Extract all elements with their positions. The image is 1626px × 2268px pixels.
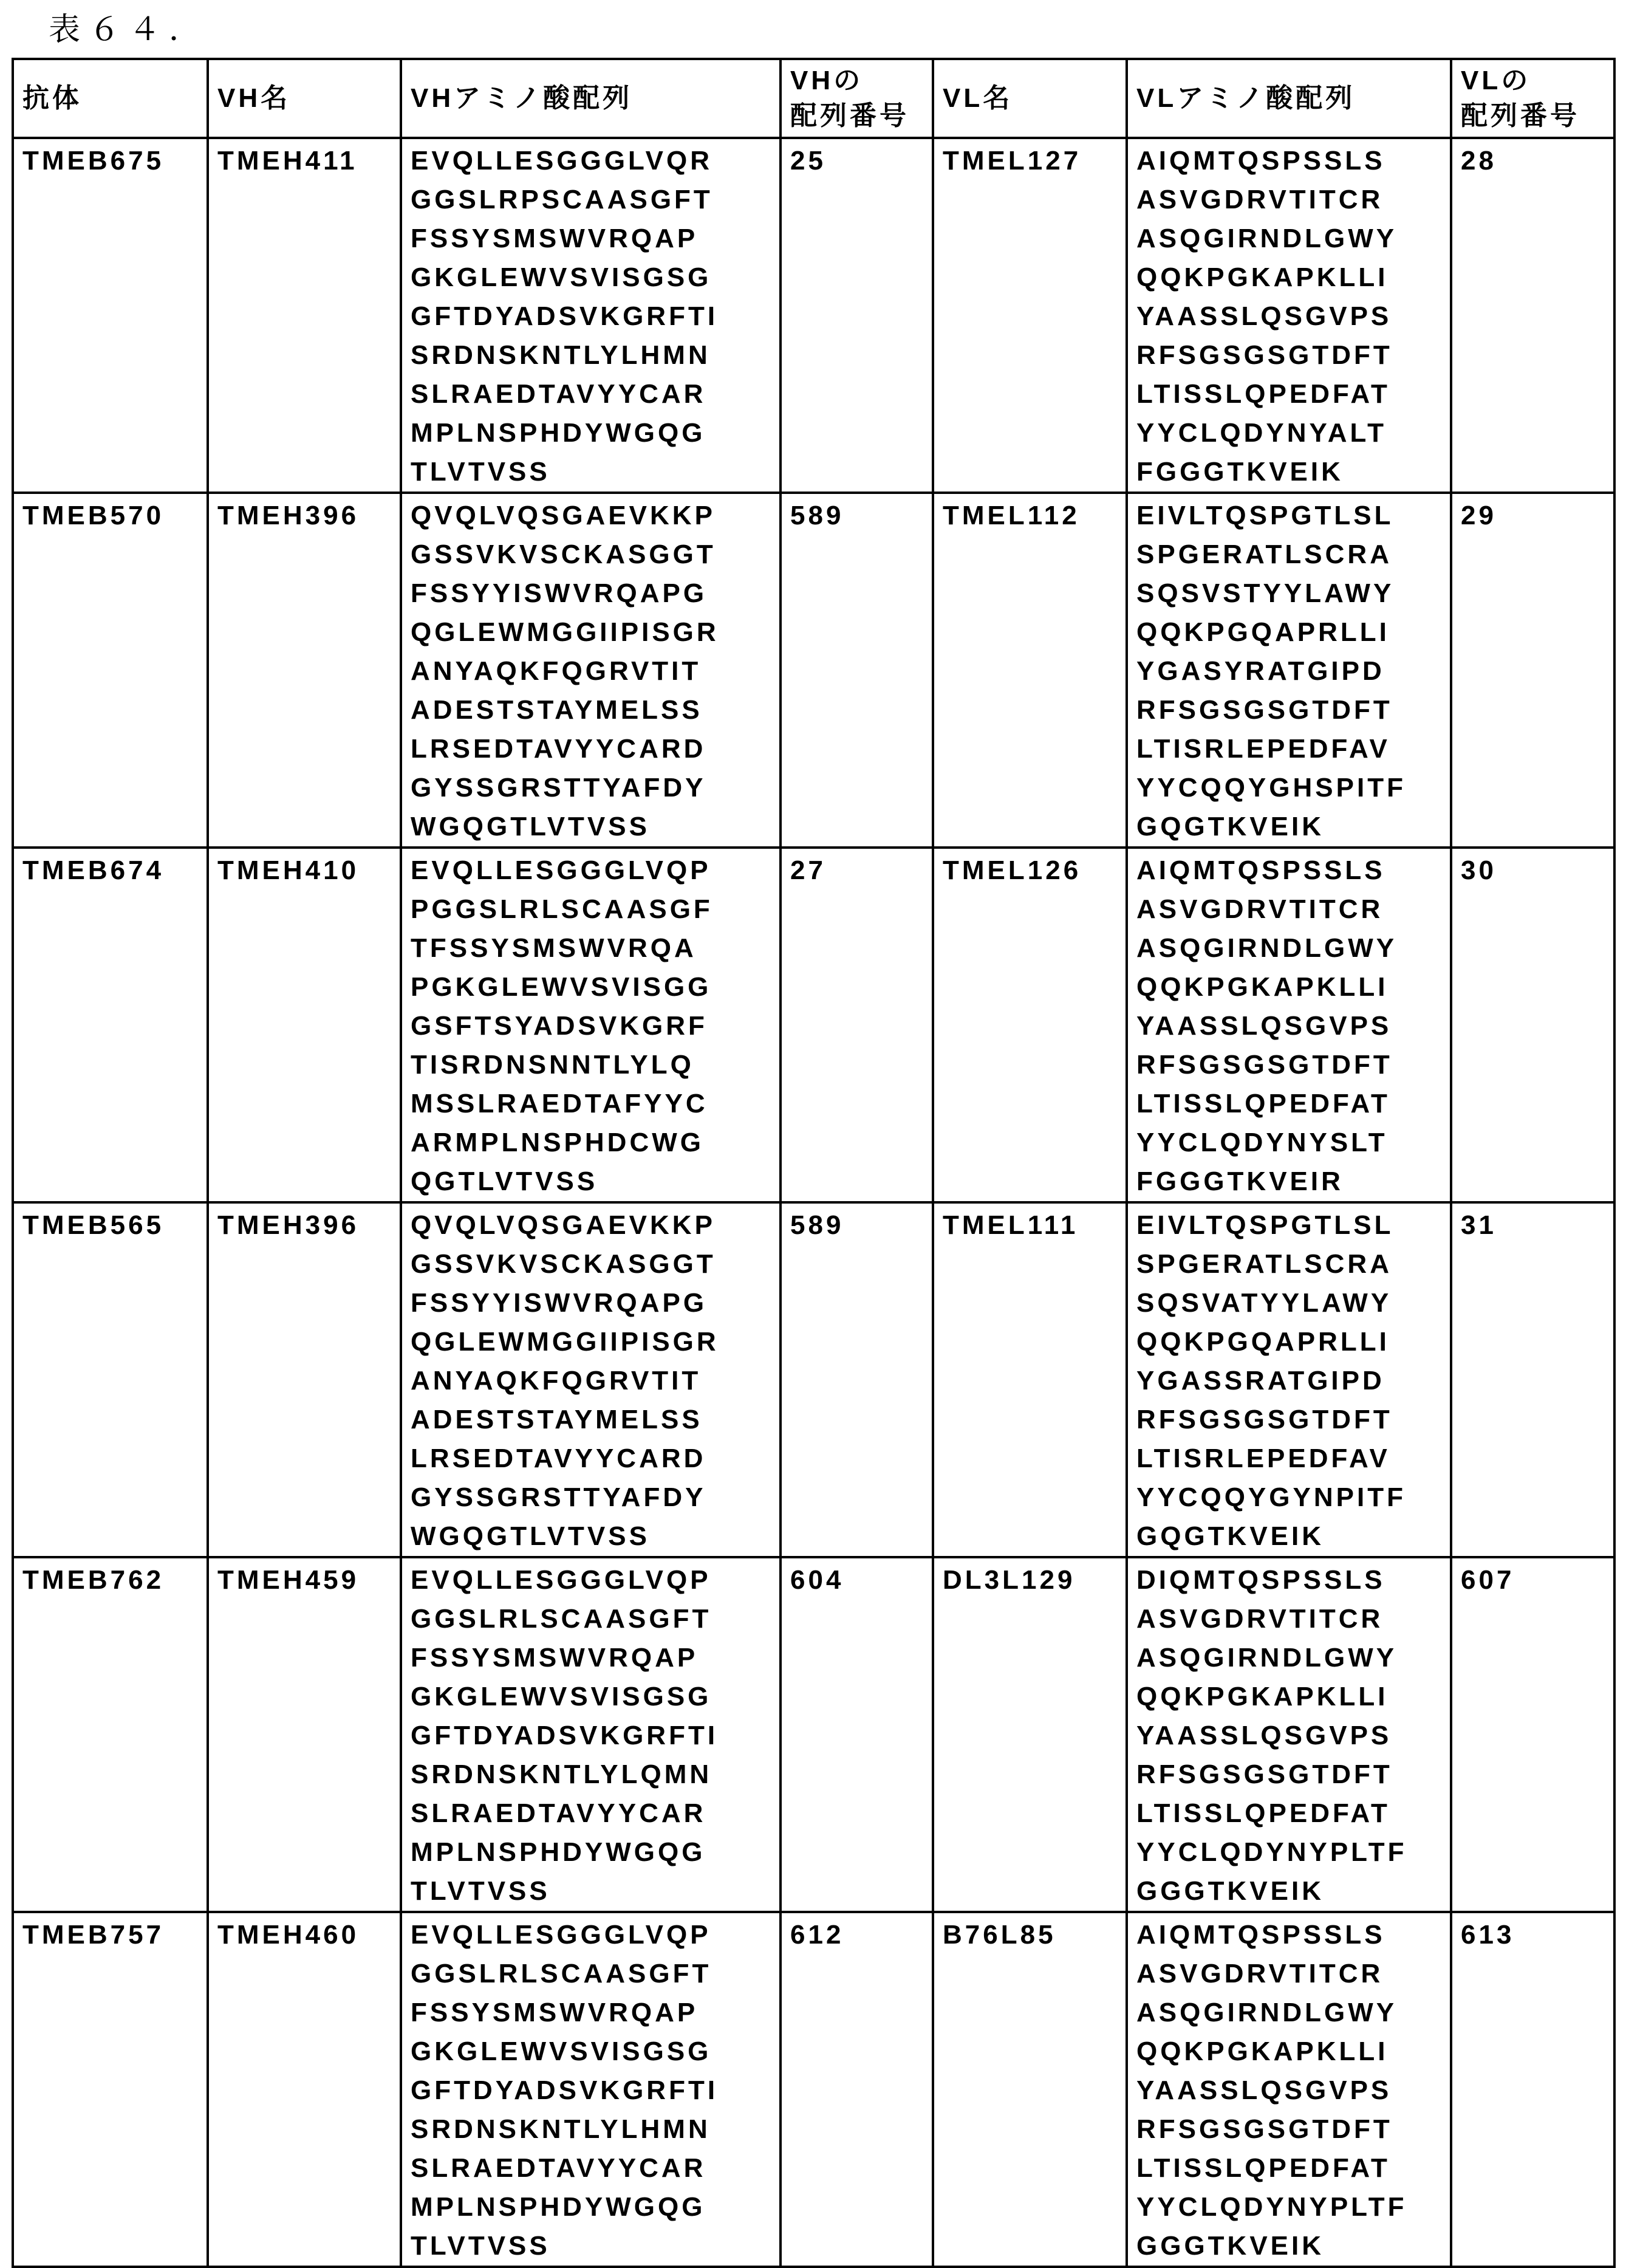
table-title: 表６４． bbox=[49, 4, 209, 49]
table-row bbox=[13, 493, 1614, 848]
vh-name-cell: TMEH396 bbox=[208, 1202, 401, 1557]
header-row bbox=[13, 59, 1614, 138]
vl-name-cell: DL3L129 bbox=[933, 1557, 1127, 1912]
vh-seq-id-cell: 27 bbox=[781, 848, 933, 1202]
vl-name-cell: TMEL111 bbox=[933, 1202, 1127, 1557]
header-antibody: 抗体 bbox=[13, 59, 208, 138]
vl-seq-id-cell: 28 bbox=[1451, 138, 1614, 493]
header-vh-name: VH名 bbox=[208, 59, 401, 138]
vl-seq-id-cell: 607 bbox=[1451, 1557, 1614, 1912]
header-vl-name: VL名 bbox=[933, 59, 1127, 138]
vl-sequence-cell: AIQMTQSPSSLS ASVGDRVTITCR ASQGIRNDLGWY QQKPGKAPKLLI YAASSLQSGVPS RFSGSGSGTDFT LTISSLQPEDFAT YYCLQDYNYPLTF GGGTKVEIK bbox=[1127, 1912, 1451, 2267]
vh-name-cell: TMEH411 bbox=[208, 138, 401, 493]
vl-seq-id-cell: 613 bbox=[1451, 1912, 1614, 2267]
vl-seq-id-cell: 29 bbox=[1451, 493, 1614, 848]
vl-name-cell: TMEL127 bbox=[933, 138, 1127, 493]
vh-sequence-cell: EVQLLESGGGLVQR GGSLRPSCAASGFT FSSYSMSWVRQAP GKGLEWVSVISGSG GFTDYADSVKGRFTI SRDNSKNTLYLHMN SLRAEDTAVYYCAR MPLNSPHDYWGQG TLVTVSS bbox=[401, 138, 781, 493]
vh-seq-id-cell: 25 bbox=[781, 138, 933, 493]
vh-name-cell: TMEH410 bbox=[208, 848, 401, 1202]
vl-name-cell: TMEL112 bbox=[933, 493, 1127, 848]
table-row bbox=[13, 1557, 1614, 1912]
antibody-cell: TMEB570 bbox=[13, 493, 208, 848]
table-row bbox=[13, 1202, 1614, 1557]
vl-name-cell: B76L85 bbox=[933, 1912, 1127, 2267]
antibody-cell: TMEB757 bbox=[13, 1912, 208, 2267]
vh-seq-id-cell: 589 bbox=[781, 1202, 933, 1557]
vl-sequence-cell: DIQMTQSPSSLS ASVGDRVTITCR ASQGIRNDLGWY QQKPGKAPKLLI YAASSLQSGVPS RFSGSGSGTDFT LTISSLQPEDFAT YYCLQDYNYPLTF GGGTKVEIK bbox=[1127, 1557, 1451, 1912]
vh-seq-id-cell: 612 bbox=[781, 1912, 933, 2267]
vl-seq-id-cell: 31 bbox=[1451, 1202, 1614, 1557]
vh-sequence-cell: QVQLVQSGAEVKKP GSSVKVSCKASGGT FSSYYISWVRQAPG QGLEWMGGIIPISGR ANYAQKFQGRVTIT ADESTSTAYMELSS LRSEDTAVYYCARD GYSSGRSTTYAFDY WGQGTLVTVSS bbox=[401, 493, 781, 848]
vl-seq-id-cell: 30 bbox=[1451, 848, 1614, 1202]
table-row bbox=[13, 1912, 1614, 2267]
header-vl-sequence: VLアミノ酸配列 bbox=[1127, 59, 1451, 138]
vh-seq-id-cell: 604 bbox=[781, 1557, 933, 1912]
antibody-cell: TMEB675 bbox=[13, 138, 208, 493]
antibody-cell: TMEB565 bbox=[13, 1202, 208, 1557]
vh-sequence-cell: EVQLLESGGGLVQP PGGSLRLSCAASGF TFSSYSMSWVRQA PGKGLEWVSVISGG GSFTSYADSVKGRF TISRDNSNNTLYLQ MSSLRAEDTAFYYC ARMPLNSPHDCWG QGTLVTVSS bbox=[401, 848, 781, 1202]
table-row bbox=[13, 848, 1614, 1202]
vh-name-cell: TMEH396 bbox=[208, 493, 401, 848]
header-vl-seq-id: VLの 配列番号 bbox=[1451, 59, 1614, 138]
vh-name-cell: TMEH459 bbox=[208, 1557, 401, 1912]
header-vh-seq-id: VHの 配列番号 bbox=[781, 59, 933, 138]
header-vh-sequence: VHアミノ酸配列 bbox=[401, 59, 781, 138]
antibody-cell: TMEB762 bbox=[13, 1557, 208, 1912]
antibody-cell: TMEB674 bbox=[13, 848, 208, 1202]
vl-sequence-cell: AIQMTQSPSSLS ASVGDRVTITCR ASQGIRNDLGWY QQKPGKAPKLLI YAASSLQSGVPS RFSGSGSGTDFT LTISSLQPEDFAT YYCLQDYNYALT FGGGTKVEIK bbox=[1127, 138, 1451, 493]
vl-sequence-cell: EIVLTQSPGTLSL SPGERATLSCRA SQSVSTYYLAWY QQKPGQAPRLLI YGASYRATGIPD RFSGSGSGTDFT LTISRLEPEDFAV YYCQQYGHSPITF GQGTKVEIK bbox=[1127, 493, 1451, 848]
vh-sequence-cell: EVQLLESGGGLVQP GGSLRLSCAASGFT FSSYSMSWVRQAP GKGLEWVSVISGSG GFTDYADSVKGRFTI SRDNSKNTLYLQMN SLRAEDTAVYYCAR MPLNSPHDYWGQG TLVTVSS bbox=[401, 1557, 781, 1912]
vh-seq-id-cell: 589 bbox=[781, 493, 933, 848]
antibody-sequence-table bbox=[12, 58, 1616, 2268]
vl-sequence-cell: EIVLTQSPGTLSL SPGERATLSCRA SQSVATYYLAWY QQKPGQAPRLLI YGASSRATGIPD RFSGSGSGTDFT LTISRLEPEDFAV YYCQQYGYNPITF GQGTKVEIK bbox=[1127, 1202, 1451, 1557]
table-row bbox=[13, 138, 1614, 493]
vl-name-cell: TMEL126 bbox=[933, 848, 1127, 1202]
vh-sequence-cell: QVQLVQSGAEVKKP GSSVKVSCKASGGT FSSYYISWVRQAPG QGLEWMGGIIPISGR ANYAQKFQGRVTIT ADESTSTAYMELSS LRSEDTAVYYCARD GYSSGRSTTYAFDY WGQGTLVTVSS bbox=[401, 1202, 781, 1557]
vh-name-cell: TMEH460 bbox=[208, 1912, 401, 2267]
vl-sequence-cell: AIQMTQSPSSLS ASVGDRVTITCR ASQGIRNDLGWY QQKPGKAPKLLI YAASSLQSGVPS RFSGSGSGTDFT LTISSLQPEDFAT YYCLQDYNYSLT FGGGTKVEIR bbox=[1127, 848, 1451, 1202]
vh-sequence-cell: EVQLLESGGGLVQP GGSLRLSCAASGFT FSSYSMSWVRQAP GKGLEWVSVISGSG GFTDYADSVKGRFTI SRDNSKNTLYLHMN SLRAEDTAVYYCAR MPLNSPHDYWGQG TLVTVSS bbox=[401, 1912, 781, 2267]
